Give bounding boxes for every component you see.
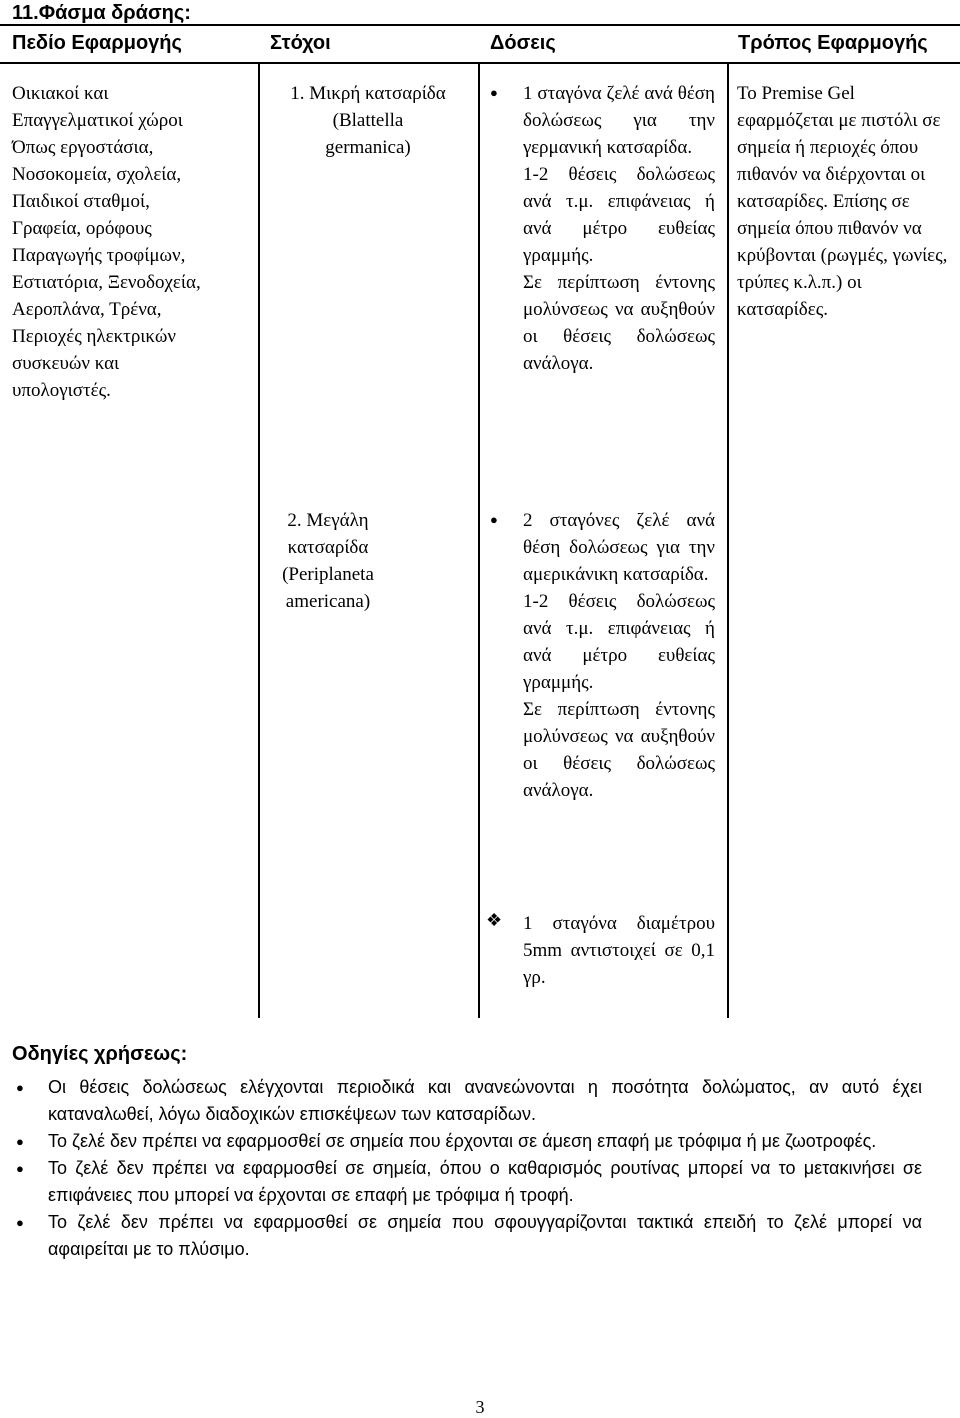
column-divider bbox=[727, 62, 729, 1018]
usage-item bbox=[12, 1128, 922, 1155]
bullet-icon: ● bbox=[490, 512, 498, 527]
target-line: 1. Μικρή κατσαρίδα bbox=[290, 83, 446, 104]
target-line: κατσαρίδα bbox=[287, 537, 369, 558]
header-doses: Δόσεις bbox=[490, 32, 556, 54]
target-line: americana) bbox=[285, 591, 371, 612]
target-line: germanica) bbox=[325, 137, 411, 158]
bullet-icon: ● bbox=[16, 1134, 24, 1149]
area-line: Εστιατόρια, Ξενοδοχεία, bbox=[12, 272, 201, 293]
dose-text: 1-2 θέσεις δολώσεως ανά τ.μ. επιφάνειας ή ανά μέτρο ευθείας γραμμής. bbox=[523, 591, 715, 693]
header-area: Πεδίο Εφαρμογής bbox=[12, 32, 182, 54]
target-line: (Periplaneta bbox=[282, 564, 374, 585]
target-large-cockroach bbox=[222, 507, 434, 615]
target-line: 2. Μεγάλη bbox=[287, 510, 369, 531]
usage-title: Οδηγίες χρήσεως: bbox=[12, 1043, 188, 1065]
usage-item-text: Το ζελέ δεν πρέπει να εφαρμοσθεί σε σημεία που έρχονται σε άμεση επαφή με τρόφιμα ή με ζωοτροφές. bbox=[48, 1131, 877, 1151]
target-line: (Blattella bbox=[332, 110, 404, 131]
area-line: Νοσοκομεία, σχολεία, bbox=[12, 164, 182, 185]
header-targets: Στόχοι bbox=[270, 32, 331, 54]
usage-item bbox=[12, 1209, 922, 1263]
section-title: 11.Φάσμα δράσης: bbox=[12, 2, 191, 24]
usage-item-text: Το ζελέ δεν πρέπει να εφαρμοσθεί σε σημεία, όπου ο καθαρισμός ρουτίνας μπορεί να το μετακινήσει σε επιφάνειες που μπορεί να έρχονται σε επαφή με τρόφιμα ή τροφή. bbox=[48, 1158, 922, 1205]
area-line: Γραφεία, ορόφους bbox=[12, 218, 152, 239]
usage-item-text: Το ζελέ δεν πρέπει να εφαρμοσθεί σε σημεία που σφουγγαρίζονται τακτικά επειδή το ζελέ μπορεί να αφαιρείται με το πλύσιμο. bbox=[48, 1212, 922, 1259]
area-line: Όπως εργοστάσια, bbox=[12, 137, 154, 158]
bullet-icon: ● bbox=[16, 1161, 24, 1176]
dose-text: Σε περίπτωση έντονης μολύνσεως να αυξηθούν οι θέσεις δολώσεως ανάλογα. bbox=[523, 699, 715, 801]
dose-text: 2 σταγόνες ζελέ ανά θέση δολώσεως για την αμερικάνικη κατσαρίδα. bbox=[523, 510, 715, 585]
usage-list bbox=[12, 1074, 922, 1263]
drop-size-note: 1 σταγόνα διαμέτρου 5mm αντιστοιχεί σε 0,1 γρ. bbox=[523, 913, 715, 988]
application-area bbox=[12, 80, 252, 404]
area-line: Παραγωγής τροφίμων, bbox=[12, 245, 186, 266]
bullet-icon: ● bbox=[16, 1080, 24, 1095]
bullet-icon: ● bbox=[16, 1215, 24, 1230]
area-line: Επαγγελματικοί χώροι bbox=[12, 110, 183, 131]
application-method: Το Premise Gel εφαρμόζεται με πιστόλι σε σημεία ή περιοχές όπου πιθανόν να διέρχονται οι κατσαρίδες. Επίσης σε σημεία όπου πιθανόν να κρύβονται (ρωγμές, γωνίες, τρύπες κ.λ.π.) οι κατσαρίδες. bbox=[737, 83, 948, 320]
dose-large-cockroach bbox=[523, 507, 715, 804]
area-line: Παιδικοί σταθμοί, bbox=[12, 191, 150, 212]
usage-item bbox=[12, 1074, 922, 1128]
usage-item bbox=[12, 1155, 922, 1209]
target-small-cockroach bbox=[262, 80, 474, 161]
bullet-icon: ● bbox=[490, 85, 498, 100]
area-line: Αεροπλάνα, Τρένα, bbox=[12, 299, 162, 320]
area-line: συσκευών και bbox=[12, 353, 120, 374]
usage-item-text: Οι θέσεις δολώσεως ελέγχονται περιοδικά και ανανεώνονται η ποσότητα δολώματος, αν αυτό έχει καταναλωθεί, λόγω διαδοχικών επισκέψεων των κατσαρίδων. bbox=[48, 1077, 922, 1124]
area-line: Περιοχές ηλεκτρικών bbox=[12, 326, 176, 347]
dose-text: 1 σταγόνα ζελέ ανά θέση δολώσεως για την γερμανική κατσαρίδα. bbox=[523, 83, 715, 158]
diamond-bullet-icon: ❖ bbox=[486, 910, 503, 930]
column-divider bbox=[478, 62, 480, 1018]
table-header bbox=[0, 24, 960, 64]
area-line: υπολογιστές. bbox=[12, 380, 111, 401]
header-method: Τρόπος Εφαρμογής bbox=[738, 32, 928, 54]
page-number: 3 bbox=[475, 1397, 485, 1417]
dose-text: 1-2 θέσεις δολώσεως ανά τ.μ. επιφάνειας ή ανά μέτρο ευθείας γραμμής. bbox=[523, 164, 715, 266]
area-line: Οικιακοί και bbox=[12, 83, 109, 104]
dose-text: Σε περίπτωση έντονης μολύνσεως να αυξηθούν οι θέσεις δολώσεως ανάλογα. bbox=[523, 272, 715, 374]
dose-small-cockroach bbox=[523, 80, 715, 377]
